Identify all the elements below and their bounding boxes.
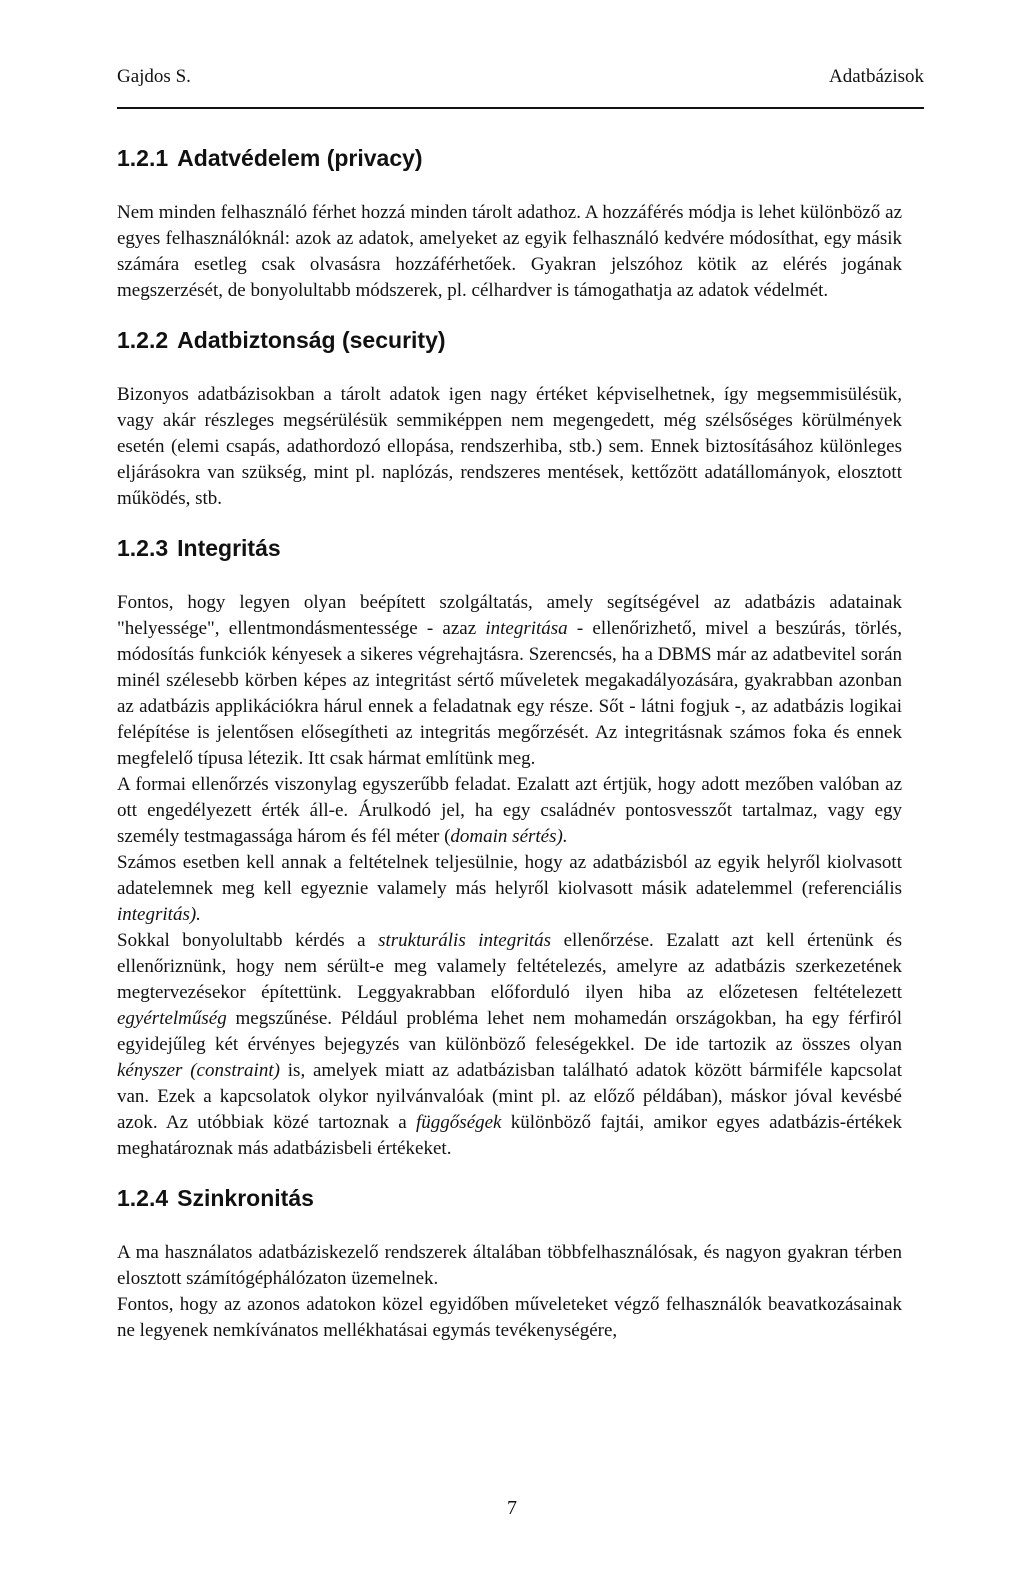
text-run: Számos esetben kell annak a feltételnek teljesülnie, hogy az adatbázisból az egyik helyről kiolvasott adatelemnek meg kell egyeznie valamely más helyről kiolvasott másik adatelemmel (referenciális bbox=[117, 852, 902, 899]
section-title: Szinkronitás bbox=[177, 1185, 314, 1211]
italic-text: függőségek bbox=[416, 1112, 502, 1133]
section-heading bbox=[117, 1182, 902, 1214]
text-run: Fontos, hogy legyen olyan beépített szolgáltatás, amely segítségével az adatbázis adatainak "helyessége", ellentmondásmentessége - azaz bbox=[117, 592, 902, 639]
text-run: Fontos, hogy az azonos adatokon közel egyidőben műveleteket végző felhasználók beavatkozásainak ne legyenek nemkívánatos mellékhatásai egymás tevékenységére, bbox=[117, 1294, 902, 1341]
paragraph bbox=[117, 1240, 902, 1292]
paragraph bbox=[117, 382, 902, 512]
italic-text: kényszer (constraint) bbox=[117, 1060, 280, 1081]
paragraph bbox=[117, 850, 902, 928]
section-number: 1.2.3 bbox=[117, 535, 169, 561]
header-title: Adatbázisok bbox=[829, 66, 924, 87]
italic-text: strukturális integritás bbox=[378, 930, 552, 951]
section-number: 1.2.1 bbox=[117, 145, 169, 171]
section-title: Integritás bbox=[177, 535, 281, 561]
header-author: Gajdos S. bbox=[117, 66, 191, 87]
italic-text: integritás). bbox=[117, 904, 201, 925]
text-run: ellenőrzése. Ezalatt azt kell értenünk és ellenőriznünk, hogy nem sérült-e meg valamely feltételezés, amelyre az adatbázis szerkezetének megtervezésekor építettünk. Leggyakrabban előforduló ilyen hiba az előzetesen feltételezett bbox=[117, 930, 902, 1003]
section-2 bbox=[117, 324, 902, 512]
section-heading bbox=[117, 532, 902, 564]
section-heading bbox=[117, 142, 902, 174]
paragraph bbox=[117, 928, 902, 1162]
section-title: Adatvédelem (privacy) bbox=[177, 145, 423, 171]
paragraph bbox=[117, 200, 902, 304]
text-run: A formai ellenőrzés viszonylag egyszerűbb feladat. Ezalatt azt értjük, hogy adott mezőben valóban az ott engedélyezett érték áll-e. Árulkodó jel, ha egy családnév pontosvesszőt tartalmaz, vagy egy személy testmagassága három és fél méter ( bbox=[117, 774, 902, 847]
section-3 bbox=[117, 532, 902, 1162]
page-content bbox=[117, 142, 902, 1364]
paragraph bbox=[117, 772, 902, 850]
text-run: megszűnése. Például probléma lehet nem mohamedán országokban, ha egy férfiról egyidejűleg két érvényes bejegyzés van különböző feleségekkel. De ide tartozik az összes olyan bbox=[117, 1008, 902, 1055]
section-title: Adatbiztonság (security) bbox=[177, 327, 446, 353]
paragraph bbox=[117, 1292, 902, 1344]
header-rule bbox=[117, 107, 924, 109]
page-number: 7 bbox=[507, 1497, 517, 1519]
text-run: Nem minden felhasználó férhet hozzá minden tárolt adathoz. A hozzáférés módja is lehet különböző az egyes felhasználóknál: azok az adatok, amelyeket az egyik felhasználó kedvére módosíthat, egy másik számára esetleg csak olvasásra hozzáférhetőek. Gyakran jelszóhoz kötik az elérés jogának megszerzését, de bonyolultabb módszerek, pl. célhardver is támogathatja az adatok védelmét. bbox=[117, 202, 902, 301]
text-run: A ma használatos adatbáziskezelő rendszerek általában többfelhasználósak, és nagyon gyakran térben elosztott számítógéphálózaton üzemelnek. bbox=[117, 1242, 902, 1289]
text-run: Bizonyos adatbázisokban a tárolt adatok igen nagy értéket képviselhetnek, így megsemmisülésük, vagy akár részleges megsérülésük semmiképpen nem megengedett, még szélsőséges körülmények esetén (elemi csapás, adathordozó ellopása, rendszerhiba, stb.) sem. Ennek biztosításához különleges eljárásokra van szükség, mint pl. naplózás, rendszeres mentések, kettőzött adatállományok, elosztott működés, stb. bbox=[117, 384, 902, 509]
section-number: 1.2.4 bbox=[117, 1185, 169, 1211]
page-header bbox=[117, 66, 924, 96]
section-number: 1.2.2 bbox=[117, 327, 169, 353]
section-1 bbox=[117, 142, 902, 304]
text-run: különböző fajtái, amikor egyes adatbázis-értékek meghatároznak más adatbázisbeli értékeket. bbox=[117, 1112, 902, 1159]
italic-text: domain sértés). bbox=[450, 826, 568, 847]
text-run: Sokkal bonyolultabb kérdés a bbox=[117, 930, 379, 951]
italic-text: egyértelműség bbox=[117, 1008, 227, 1029]
section-heading bbox=[117, 324, 902, 356]
text-run: - ellenőrizhető, mivel a beszúrás, törlés, módosítás funkciók kényesek a sikeres végrehajtásra. Szerencsés, ha a DBMS már az adatbevitel során minél szélesebb körben képes az integritást sértő műveletek megakadályozására, gyakrabban azonban az adatbázis applikációkra hárul ennek a feladatnak egy része. Sőt - látni fogjuk -, az adatbázis logikai felépítése is jelentősen elősegítheti az integritás megőrzését. Az integritásnak számos foka és ennek megfelelő típusa létezik. Itt csak hármat említünk meg. bbox=[117, 618, 902, 769]
text-run: is, amelyek miatt az adatbázisban található adatok között bármiféle kapcsolat van. Ezek a kapcsolatok olykor nyilvánvalóak (mint pl. az előző példában), máskor jóval kevésbé azok. Az utóbbiak közé tartoznak a bbox=[117, 1060, 902, 1133]
paragraph bbox=[117, 590, 902, 772]
section-4 bbox=[117, 1182, 902, 1344]
italic-text: integritása bbox=[485, 618, 568, 639]
